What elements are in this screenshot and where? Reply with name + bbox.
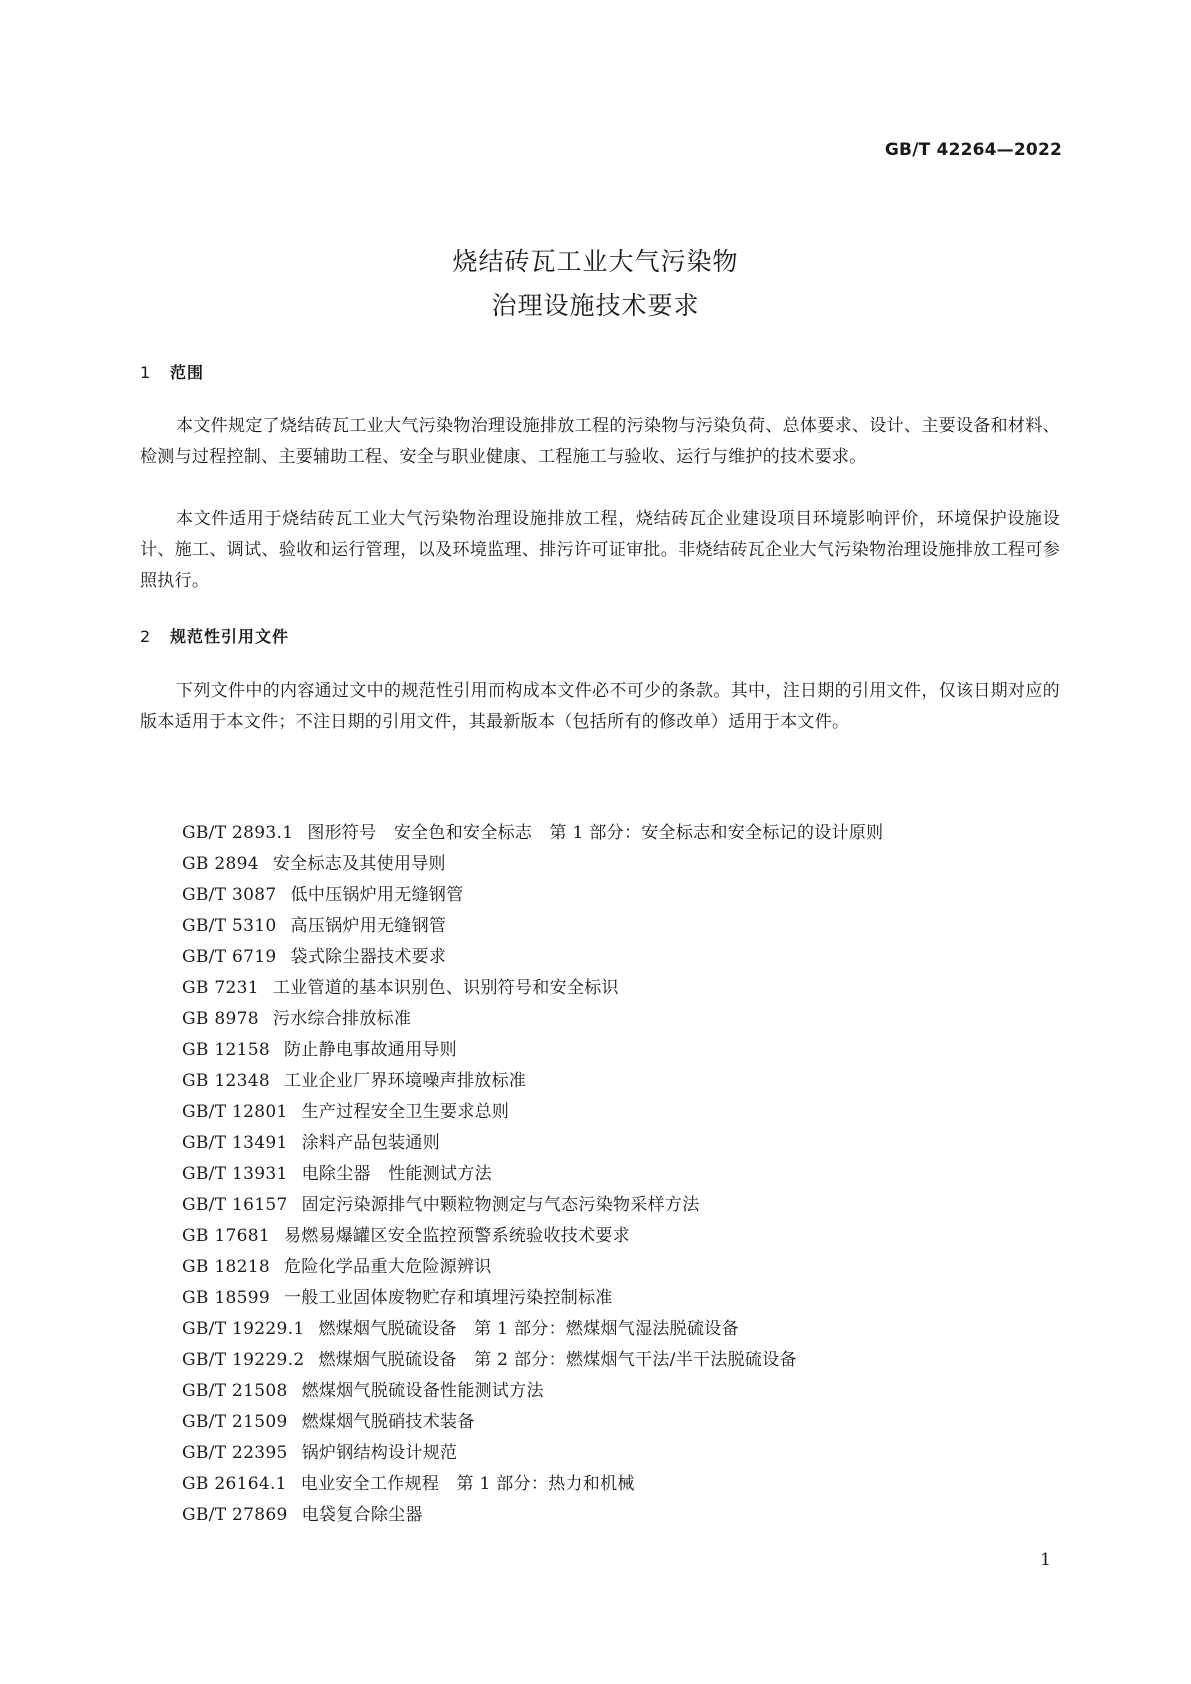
reference-title: 高压锅炉用无缝钢管 [290, 916, 447, 936]
reference-item [182, 1066, 883, 1097]
section-number: 2 [140, 627, 152, 646]
reference-code: GB 18218 [182, 1257, 270, 1277]
reference-title: 工业企业厂界环境噪声排放标准 [283, 1071, 527, 1091]
reference-title: 一般工业固体废物贮存和填埋污染控制标准 [283, 1288, 613, 1308]
reference-code: GB/T 22395 [182, 1443, 288, 1463]
reference-code: GB 17681 [182, 1226, 270, 1246]
reference-item [182, 1035, 883, 1066]
reference-item [182, 1283, 883, 1314]
reference-item [182, 1004, 883, 1035]
reference-title: 袋式除尘器技术要求 [290, 947, 447, 967]
reference-title: 生产过程安全卫生要求总则 [301, 1102, 510, 1122]
reference-code: GB/T 19229.2 [182, 1350, 305, 1370]
reference-title: 燃煤烟气脱硫设备性能测试方法 [301, 1381, 544, 1401]
reference-item [182, 1438, 883, 1469]
reference-title: 涂料产品包装通则 [301, 1133, 441, 1153]
reference-title: 锅炉钢结构设计规范 [301, 1443, 458, 1463]
reference-item [182, 1190, 883, 1221]
reference-code: GB/T 13491 [182, 1133, 288, 1153]
reference-item [182, 880, 883, 911]
reference-title: 电业安全工作规程 第 1 部分：热力和机械 [300, 1474, 635, 1494]
reference-item [182, 818, 883, 849]
section-1-heading [140, 360, 204, 383]
reference-title: 燃煤烟气脱硫设备 第 2 部分：燃煤烟气干法/半干法脱硫设备 [318, 1350, 797, 1370]
reference-code: GB/T 2893.1 [182, 823, 294, 843]
reference-code: GB/T 12801 [182, 1102, 288, 1122]
reference-item [182, 1469, 883, 1500]
reference-title: 防止静电事故通用导则 [283, 1040, 457, 1060]
reference-item [182, 1128, 883, 1159]
reference-code: GB 12158 [182, 1040, 270, 1060]
reference-title: 图形符号 安全色和安全标志 第 1 部分：安全标志和安全标记的设计原则 [307, 823, 884, 843]
reference-title: 工业管道的基本识别色、识别符号和安全标识 [272, 978, 619, 998]
paragraph: 下列文件中的内容通过文中的规范性引用而构成本文件必不可少的条款。其中，注日期的引用文件，仅该日期对应的版本适用于本文件；不注日期的引用文件，其最新版本（包括所有的修改单）适用于本文件。 [140, 681, 1060, 732]
reference-title: 安全标志及其使用导则 [272, 854, 446, 874]
reference-item [182, 1097, 883, 1128]
reference-title: 燃煤烟气脱硝技术装备 [301, 1412, 475, 1432]
title-line-1: 烧结砖瓦工业大气污染物 [452, 247, 739, 276]
reference-code: GB/T 21509 [182, 1412, 288, 1432]
reference-item [182, 1252, 883, 1283]
reference-title: 污水综合排放标准 [272, 1009, 412, 1029]
reference-item [182, 1345, 883, 1376]
reference-item [182, 849, 883, 880]
reference-code: GB/T 6719 [182, 947, 277, 967]
reference-code: GB/T 5310 [182, 916, 277, 936]
reference-code: GB/T 16157 [182, 1195, 288, 1215]
reference-item [182, 911, 883, 942]
reference-title: 燃煤烟气脱硫设备 第 1 部分：燃煤烟气湿法脱硫设备 [318, 1319, 739, 1339]
reference-code: GB/T 13931 [182, 1164, 288, 1184]
reference-code: GB 18599 [182, 1288, 270, 1308]
page-number: 1 [1040, 1550, 1051, 1570]
section-2-heading [140, 624, 289, 647]
section-title: 范围 [170, 363, 205, 382]
reference-title: 危险化学品重大危险源辨识 [283, 1257, 492, 1277]
paragraph: 本文件适用于烧结砖瓦工业大气污染物治理设施排放工程，烧结砖瓦企业建设项目环境影响评价，环境保护设施设计、施工、调试、验收和运行管理，以及环境监理、排污许可证审批。非烧结砖瓦企业大气污染物治理设施排放工程可参照执行。 [140, 509, 1060, 591]
reference-code: GB/T 21508 [182, 1381, 288, 1401]
reference-item [182, 1314, 883, 1345]
paragraph: 本文件规定了烧结砖瓦工业大气污染物治理设施排放工程的污染物与污染负荷、总体要求、设计、主要设备和材料、检测与过程控制、主要辅助工程、安全与职业健康、工程施工与验收、运行与维护的技术要求。 [140, 416, 1060, 467]
reference-item [182, 1407, 883, 1438]
reference-code: GB 2894 [182, 854, 259, 874]
title-line-2: 治理设施技术要求 [491, 291, 700, 320]
reference-code: GB 7231 [182, 978, 259, 998]
reference-code: GB/T 19229.1 [182, 1319, 305, 1339]
section-number: 1 [140, 363, 152, 382]
reference-code: GB 8978 [182, 1009, 259, 1029]
reference-title: 电除尘器 性能测试方法 [301, 1164, 492, 1184]
reference-code: GB 26164.1 [182, 1474, 287, 1494]
reference-item [182, 1376, 883, 1407]
normative-references-list [182, 818, 883, 1531]
reference-code: GB/T 27869 [182, 1505, 288, 1525]
reference-title: 低中压锅炉用无缝钢管 [290, 885, 464, 905]
document-title [0, 240, 1191, 328]
reference-title: 固定污染源排气中颗粒物测定与气态污染物采样方法 [301, 1195, 700, 1215]
reference-item [182, 942, 883, 973]
reference-item [182, 1159, 883, 1190]
reference-title: 电袋复合除尘器 [301, 1505, 423, 1525]
reference-title: 易燃易爆罐区安全监控预警系统验收技术要求 [283, 1226, 630, 1246]
reference-item [182, 1500, 883, 1531]
reference-code: GB 12348 [182, 1071, 270, 1091]
reference-code: GB/T 3087 [182, 885, 277, 905]
section-title: 规范性引用文件 [170, 627, 290, 646]
standard-number: GB/T 42264—2022 [884, 140, 1062, 160]
reference-item [182, 973, 883, 1004]
reference-item [182, 1221, 883, 1252]
